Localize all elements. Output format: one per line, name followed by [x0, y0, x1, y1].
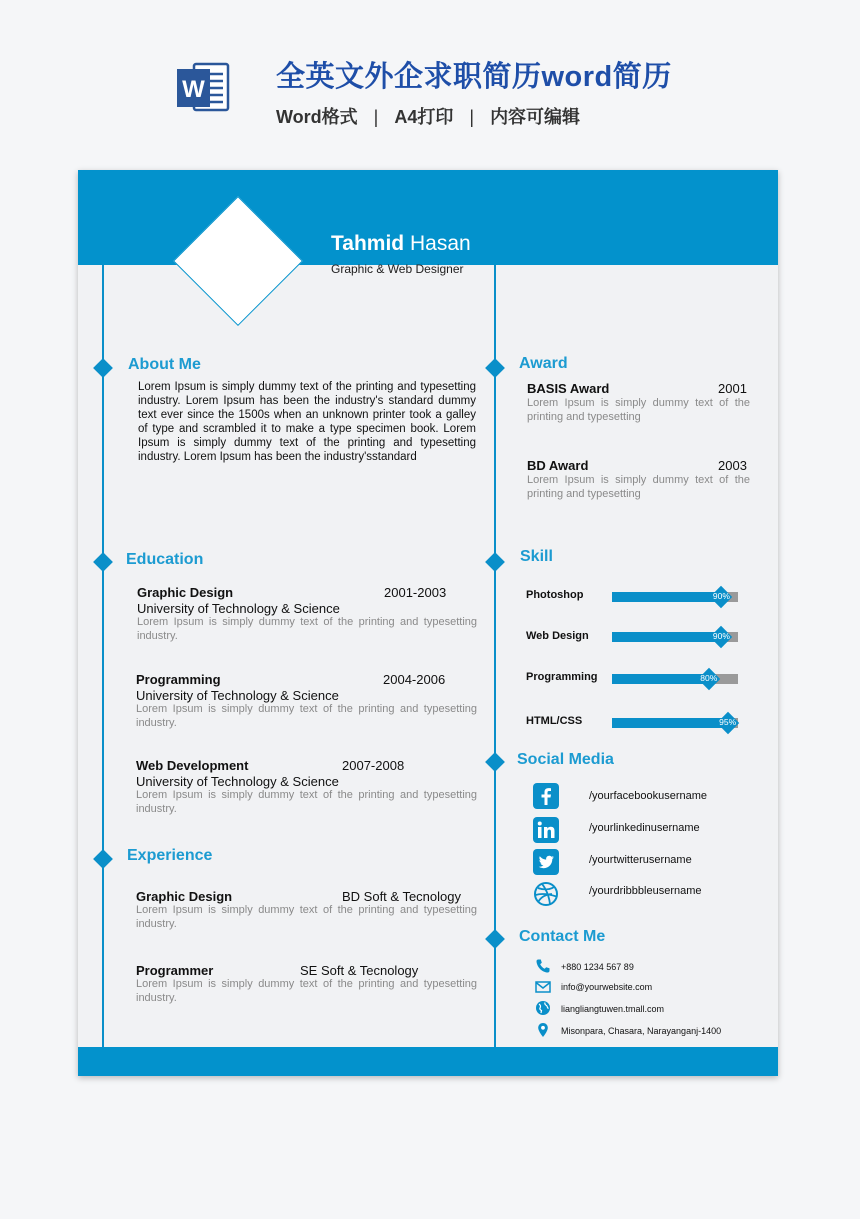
skill-bar	[612, 718, 738, 728]
section-marker-award	[485, 358, 505, 378]
skill-level-marker: 95%	[717, 712, 739, 734]
twitter-icon[interactable]	[533, 849, 559, 875]
person-role: Graphic & Web Designer	[331, 262, 464, 276]
section-marker-education	[93, 552, 113, 572]
skill-level-marker: 80%	[698, 668, 720, 690]
social-handle[interactable]: /yourlinkedinusername	[589, 822, 700, 834]
experience-item-desc: Lorem Ipsum is simply dummy text of the printing and typesetting industry.	[136, 978, 477, 1004]
banner-sub-format: Word格式	[276, 107, 358, 127]
globe-icon	[535, 1000, 551, 1016]
education-item-years: 2007-2008	[342, 758, 405, 773]
award-item-title: BD Award	[527, 458, 589, 473]
social-handle[interactable]: /yourfacebookusername	[589, 790, 708, 802]
skill-name: Photoshop	[526, 589, 584, 601]
about-text: Lorem Ipsum is simply dummy text of the printing and typesetting industry. Lorem Ipsum has been the industry's standard dummy text ever since the 1500s when an unknown printer took a galley of type and scrambled it to make a type specimen book. Lorem Ipsum is simply dummy text of the printing and typesetting industry. Lorem Ipsum has been the industry'sstandard	[138, 381, 476, 463]
experience-title: Experience	[127, 847, 213, 864]
social-title: Social Media	[517, 751, 614, 768]
education-item-years: 2001-2003	[384, 585, 447, 600]
skill-title: Skill	[520, 548, 553, 565]
word-document-icon	[176, 60, 230, 114]
education-item-school: University of Technology & Science	[136, 774, 339, 789]
banner-sub-print: A4打印	[394, 107, 454, 127]
skill-level-marker: 90%	[710, 626, 732, 648]
section-marker-contact	[485, 929, 505, 949]
footer-band	[78, 1047, 778, 1076]
education-item-desc: Lorem Ipsum is simply dummy text of the printing and typesetting industry.	[136, 789, 477, 815]
social-handle[interactable]: /yourtwitterusername	[589, 854, 692, 866]
section-marker-skill	[485, 552, 505, 572]
education-item-years: 2004-2006	[383, 672, 446, 687]
skill-name: Programming	[526, 671, 598, 683]
award-item-desc: Lorem Ipsum is simply dummy text of the printing and typesetting	[527, 474, 750, 500]
education-item-title: Programming	[136, 672, 221, 687]
education-item-desc: Lorem Ipsum is simply dummy text of the printing and typesetting industry.	[137, 616, 477, 642]
experience-item-title: Graphic Design	[136, 889, 233, 904]
linkedin-icon[interactable]	[533, 817, 559, 843]
education-item-school: University of Technology & Science	[136, 688, 339, 703]
award-title: Award	[519, 355, 568, 372]
experience-item-company: BD Soft & Tecnology	[342, 889, 461, 904]
contact-phone[interactable]: +880 1234 567 89	[561, 962, 634, 972]
location-pin-icon	[535, 1022, 551, 1038]
email-icon	[535, 979, 551, 995]
section-marker-experience	[93, 849, 113, 869]
left-timeline	[102, 265, 104, 1047]
experience-item-desc: Lorem Ipsum is simply dummy text of the printing and typesetting industry.	[136, 904, 477, 930]
award-item-title: BASIS Award	[527, 381, 610, 396]
contact-email[interactable]: info@yourwebsite.com	[561, 982, 653, 992]
skill-level-marker: 90%	[710, 586, 732, 608]
banner-title: 全英文外企求职简历word简历	[276, 61, 672, 93]
dribbble-icon[interactable]	[533, 881, 559, 907]
banner-subtitle: Word格式 | A4打印 | 内容可编辑	[276, 107, 581, 127]
contact-title: Contact Me	[519, 928, 606, 945]
skill-bar	[612, 674, 738, 684]
about-title: About Me	[128, 356, 201, 373]
education-item-title: Graphic Design	[137, 585, 234, 600]
award-item-year: 2001	[718, 381, 747, 396]
education-title: Education	[126, 551, 204, 568]
facebook-icon[interactable]	[533, 783, 559, 809]
svg-text:W: W	[182, 76, 205, 103]
skill-name: Web Design	[526, 630, 589, 642]
award-item-desc: Lorem Ipsum is simply dummy text of the printing and typesetting	[527, 397, 750, 423]
skill-bar	[612, 632, 738, 642]
resume-page	[78, 170, 778, 1076]
education-item-desc: Lorem Ipsum is simply dummy text of the printing and typesetting industry.	[136, 703, 477, 729]
section-marker-about	[93, 358, 113, 378]
banner-sub-editable: 内容可编辑	[490, 107, 581, 127]
experience-item-company: SE Soft & Tecnology	[300, 963, 419, 978]
contact-website[interactable]: liangliangtuwen.tmall.com	[561, 1004, 665, 1014]
phone-icon	[535, 958, 551, 974]
social-handle[interactable]: /yourdribbbleusername	[589, 885, 702, 897]
skill-bar	[612, 592, 738, 602]
education-item-title: Web Development	[136, 758, 249, 773]
education-item-school: University of Technology & Science	[137, 601, 340, 616]
person-name: Tahmid Hasan	[331, 232, 471, 255]
experience-item-title: Programmer	[136, 963, 214, 978]
award-item-year: 2003	[718, 458, 747, 473]
section-marker-social	[485, 752, 505, 772]
skill-name: HTML/CSS	[526, 715, 583, 727]
contact-address: Misonpara, Chasara, Narayanganj-1400	[561, 1026, 722, 1036]
